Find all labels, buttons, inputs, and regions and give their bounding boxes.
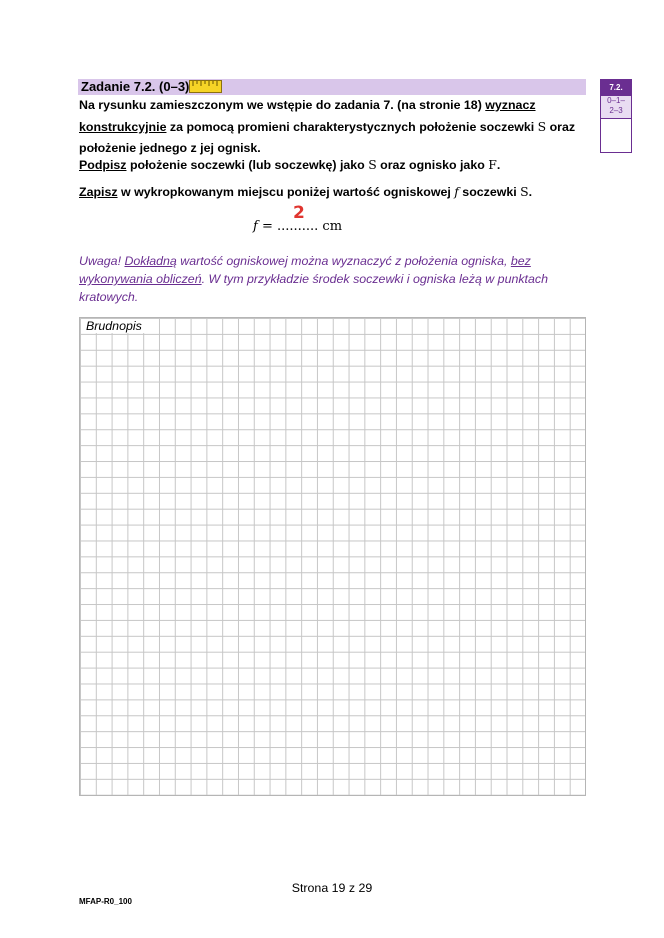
instruction-paragraph-1	[79, 95, 589, 159]
instruction-text: soczewki	[458, 185, 521, 199]
score-options-line1: 0–1–	[607, 96, 625, 105]
score-options-line2: 2–3	[609, 106, 623, 115]
document-code: MFAP-R0_100	[79, 897, 132, 906]
instruction-text: oraz ognisko jako	[376, 158, 489, 172]
instruction-text: w wykropkowanym miejscu poniżej wartość ogniskowej	[117, 185, 455, 199]
score-task-number: 7.2.	[601, 80, 631, 96]
note-keyword: Dokładną	[124, 254, 177, 268]
lens-symbol: S	[520, 184, 529, 199]
instruction-text: Na rysunku zamieszczonym we wstępie do zadania 7. (na stronie 18)	[79, 98, 486, 112]
instruction-text: za pomocą promieni charakterystycznych położenie soczewki	[166, 120, 538, 134]
task-title: Zadanie 7.2. (0–3)	[81, 79, 190, 94]
score-box	[600, 79, 632, 153]
task-header	[78, 79, 586, 95]
formula-unit: cm	[318, 219, 343, 234]
handwritten-answer: 2	[293, 203, 305, 223]
lens-symbol: S	[537, 119, 547, 134]
note-keyword: bez wykonywania obliczeń	[79, 254, 531, 286]
instruction-keyword: Podpisz	[79, 158, 127, 172]
note-text: . W tym przykładzie środek soczewki i ogniska leżą w punktach kratowych.	[79, 272, 548, 304]
instruction-keyword: Zapisz	[79, 185, 118, 199]
instruction-text: położenie soczewki (lub soczewkę) jako	[126, 158, 369, 172]
scratch-label: Brudnopis	[82, 319, 146, 333]
instruction-paragraph-2	[79, 154, 589, 176]
instruction-text: .	[496, 158, 501, 172]
instruction-paragraph-3	[79, 181, 589, 203]
instruction-text: .	[528, 185, 533, 199]
instruction-keyword: wyznacz konstrukcyjnie	[79, 98, 536, 134]
note-text: Uwaga!	[79, 254, 125, 268]
focus-symbol: F	[488, 157, 497, 172]
focal-length-symbol: 𝑓	[454, 184, 459, 199]
answer-field[interactable]: ..........	[276, 219, 319, 234]
instruction-text: oraz położenie jednego z jej ognisk.	[79, 120, 576, 155]
note-text: wartość ogniskowej można wyznaczyć z położenia ogniska,	[176, 254, 511, 268]
lens-symbol: S	[368, 157, 377, 172]
formula-lhs: 𝑓 =	[253, 219, 277, 234]
score-options	[601, 96, 631, 119]
page-number: Strona 19 z 29	[291, 881, 373, 895]
ruler-icon	[189, 80, 222, 93]
scratch-grid[interactable]	[79, 317, 586, 796]
note-paragraph	[79, 252, 579, 306]
